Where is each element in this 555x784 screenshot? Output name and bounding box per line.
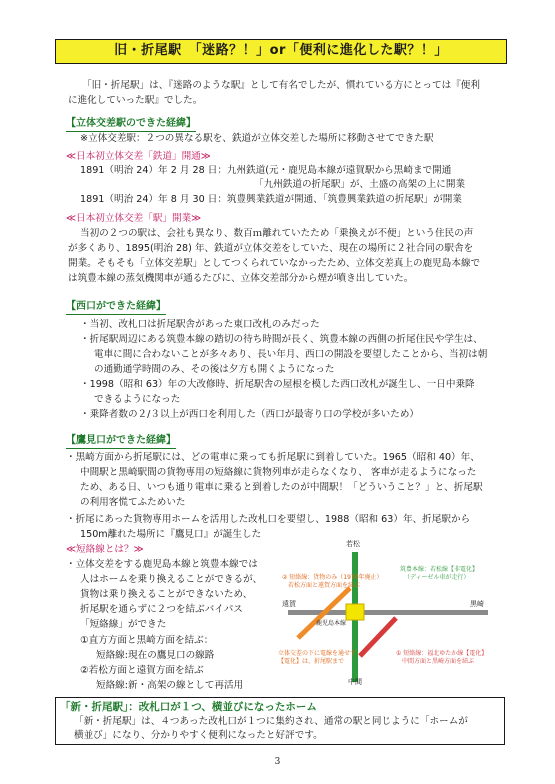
takami-bullet-1a: ・黒崎方面から折尾駅には、どの電車に乗っても折尾駅に到着していた。1965（昭和 40）年、 <box>66 452 480 463</box>
tanraku-line-4: 折尾駅を通らずに２つを結ぶバイパス <box>80 604 243 615</box>
label-shortline-2a: ② 短絡線：貨物のみ（1970年廃止） <box>282 574 383 581</box>
takami-bullet-1b: 中間駅と黒崎駅間の貨物専用の短絡線に貨物列車が走らなくなり、 客車が走るようになった <box>80 467 477 478</box>
subheading-tetsudo: ≪日本初立体交差「鉄道」開通≫ <box>66 151 211 162</box>
label-nakama: 中間 <box>348 678 362 686</box>
shortline-1 <box>360 618 396 656</box>
para-line-4: は筑豊本線の蒸気機関車が通るたびに、立体交差部分から煙が噴き出していた。 <box>68 273 414 284</box>
tanraku-line-6: ①直方方面と黒崎方面を結ぶ： <box>80 635 214 646</box>
shin-orio-title: 「新・折尾駅」：改札口が１つ、横並びになったホーム <box>60 701 317 713</box>
label-onga: 遠賀 <box>282 600 296 608</box>
tanraku-line-7: 短絡線:現在の鷹見口の線路 <box>96 650 215 661</box>
label-under-a: 立体交差の下に電線を通せず <box>278 650 357 657</box>
shin-orio-line-2: 横並び」になり、分かりやすく便利になったと好評です。 <box>74 730 323 741</box>
takami-bullet-2b: 150m離れた場所に『鷹見口』が誕生した <box>80 529 262 540</box>
label-shortline-1a: ① 短絡線：福北ゆたか線【電化】 <box>396 650 488 657</box>
tanraku-line-5: 「短絡線」ができた <box>80 619 167 630</box>
tanraku-line-2: 人はホームを乗り換えることができるが、 <box>80 574 263 585</box>
event-1b: 「九州鉄道の折尾駅」が、土盛の高架の上に開業 <box>254 179 466 190</box>
shin-orio-box <box>55 697 505 745</box>
nishi-bullet-1: ・当初、改札口は折尾駅舎があった東口改札のみだった <box>80 319 320 330</box>
tanraku-line-8: ②若松方面と遠賀方面を結ぶ <box>80 665 204 676</box>
label-kagoshima: 鹿児島本線 <box>316 620 347 627</box>
subheading-tanrakusen: ≪短絡線とは？≫ <box>66 544 144 555</box>
section-heading-rittai: 【立体交差駅のできた経緯】 <box>66 117 196 132</box>
takami-bullet-1d: の利用客慌てふためいた <box>80 497 186 508</box>
label-kurosaki: 黒崎 <box>470 600 484 608</box>
para-line-2: が多くあり、1895(明治 28) 年、鉄道が立体交差をしていた、現在の場所に２社合同の駅舎を <box>68 243 474 254</box>
tanraku-line-1: ・立体交差をする鹿児島本線と筑豊本線では <box>66 559 258 570</box>
nishi-bullet-2a: ・折尾駅周辺にある筑豊本線の踏切の待ち時間が長く、筑豊本線の西側の折尾住民や学生は、 <box>80 334 483 345</box>
event-2: 1891（明治 24）年 8 月 30 日：筑豊興業鉄道が開通、「筑豊興業鉄道の折尾駅」が開業 <box>80 194 462 205</box>
rail-diagram <box>278 538 506 688</box>
label-shortline-1b: 中間方面と黒崎方面を結ぶ <box>396 658 475 665</box>
label-shortline-2b: 若松方面と遠賀方面を結ぶ <box>282 582 361 589</box>
label-under-b: 【電化】は、折尾駅まで <box>278 658 345 665</box>
nishi-bullet-3a: ・1998（昭和 63）年の大改修時、折尾駅舎の屋根を模した西口改札が誕生し、一日中乗降 <box>80 379 475 390</box>
para-line-3: 開業。そもそも「立体交差駅」としてつくられていなかったため、立体交差真上の鹿児島本線で <box>68 258 481 269</box>
section-heading-nishiguchi: 【西口ができた経緯】 <box>66 300 166 315</box>
page-number: 3 <box>274 757 281 767</box>
page-title: 旧・折尾駅 「迷路？！」or「便利に進化した駅？！」 <box>55 39 507 64</box>
nishi-bullet-3b: できるようになった <box>94 394 181 405</box>
subheading-eki: ≪日本初立体交差「駅」開業≫ <box>66 213 202 224</box>
intro-line-2: に進化していった駅』でした。 <box>68 95 203 106</box>
takami-bullet-2a: ・折尾にあった貨物専用ホームを活用した改札口を要望し、1988（昭和 63）年、折尾駅から <box>66 514 471 525</box>
tanraku-line-9: 短絡線:新・高架の線として再活用 <box>96 680 244 691</box>
tanraku-line-3: 貨物は乗り換えることができないため、 <box>80 589 253 600</box>
section-heading-takamiguchi: 【鷹見口ができた経緯】 <box>66 434 176 449</box>
para-line-1: 当初の２つの駅は、会社も異なり、数百ｍ離れていたため「乗換えが不便」という住民の声 <box>80 228 474 239</box>
nishi-bullet-4: ・乗降者数の２/３以上が西口を利用した（西口が最寄り口の学校が多いため） <box>80 409 420 420</box>
kagoshima-line <box>288 610 488 615</box>
label-wakamatsu: 若松 <box>346 540 360 548</box>
label-chikuho-a: 筑豊本線：若松線【非電化】 <box>400 566 479 573</box>
event-1a: 1891（明治 24）年 2 月 28 日：九州鉄道(元・鹿児島本線が遠賀駅から黒崎まで開通 <box>80 165 452 176</box>
takami-bullet-1c: ため、ある日、いつも通り電車に乗ると到着したのが中間駅！「どういうこと？」と、折尾駅 <box>80 482 483 493</box>
nishi-bullet-2b: 電車に間に合わないことが多々あり、長い年月、西口の開設を要望したことから、当初は朝 <box>94 349 488 360</box>
nishi-bullet-2c: の通勤通学時間のみ、その後は夕方も開くようになった <box>94 364 335 375</box>
orio-station-marker <box>346 604 364 620</box>
shin-orio-line-1: 「新・折尾駅」は、４つあった改札口が１つに集約され、通常の駅と同じように「ホームが <box>74 716 468 727</box>
label-chikuho-b: （ディーゼル車が走行） <box>404 574 470 581</box>
intro-line-1: 「旧・折尾駅」は、『迷路のような駅』として有名でしたが、慣れている方にとっては『便利 <box>82 80 480 91</box>
rittai-note: ※立体交差駅：２つの異なる駅を、鉄道が立体交差した場所に移動させてできた駅 <box>80 133 434 144</box>
